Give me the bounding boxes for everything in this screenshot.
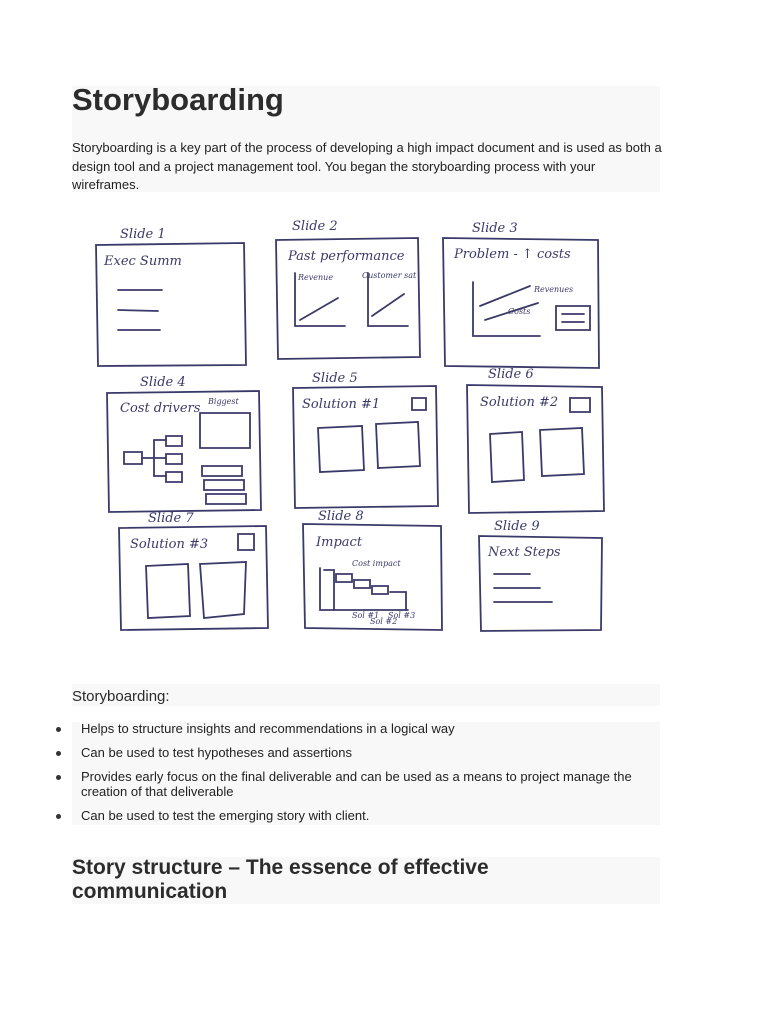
list-item-text: Can be used to test hypotheses and assertions xyxy=(81,745,353,760)
slide-3-note-costs: Costs xyxy=(508,307,531,316)
benefits-list xyxy=(56,722,660,833)
bullet-icon xyxy=(56,727,61,732)
list-item xyxy=(56,722,660,737)
slide-2-note-customer-sat: Customer sat xyxy=(362,271,417,280)
section-heading: Story structure – The essence of effective communication xyxy=(72,856,489,903)
list-item xyxy=(56,746,660,761)
list-item xyxy=(56,809,660,824)
bullet-icon xyxy=(56,751,61,756)
slide-2-heading: Past performance xyxy=(288,249,405,264)
slide-9-label: Slide 9 xyxy=(494,519,540,534)
slide-7-heading: Solution #3 xyxy=(130,537,209,552)
slide-4-label: Slide 4 xyxy=(140,375,186,390)
bullet-icon xyxy=(56,814,61,819)
bullet-icon xyxy=(56,775,61,780)
slide-1-heading: Exec Summ xyxy=(104,254,182,269)
slide-8-note-sol-1: Sol #1 xyxy=(352,611,380,620)
list-item-text: Provides early focus on the final deliverable and can be used as a means to project manage the creation of that deliverable xyxy=(81,769,632,799)
slide-7-label: Slide 7 xyxy=(148,511,194,526)
slide-4-heading: Cost drivers xyxy=(120,401,201,416)
slide-3-heading: Problem - ↑ costs xyxy=(454,247,571,262)
slide-6-heading: Solution #2 xyxy=(480,395,559,410)
list-item-text: Helps to structure insights and recommendations in a logical way xyxy=(81,721,455,736)
slide-8-label: Slide 8 xyxy=(318,509,364,524)
slide-6-label: Slide 6 xyxy=(488,367,534,382)
slide-1-label: Slide 1 xyxy=(120,227,166,242)
slide-8-heading: Impact xyxy=(316,535,363,550)
storyboard-sketch-image xyxy=(90,208,620,638)
list-item-text: Can be used to test the emerging story with client. xyxy=(81,807,370,823)
page-title: Storyboarding xyxy=(72,82,284,117)
slide-9-heading: Next Steps xyxy=(488,545,561,560)
slide-5-label: Slide 5 xyxy=(312,371,358,386)
storyboard-sketch xyxy=(90,208,620,638)
slide-4-note-biggest: Biggest xyxy=(208,397,239,406)
storyboarding-subheading: Storyboarding: xyxy=(72,688,170,705)
list-item xyxy=(56,770,660,799)
slide-2-note-revenue: Revenue xyxy=(298,273,334,282)
slide-3-note-revenues: Revenues xyxy=(534,285,574,294)
slide-3-label: Slide 3 xyxy=(472,221,518,236)
slide-8-note-sol-2: Sol #2 xyxy=(370,617,398,626)
intro-paragraph: Storyboarding is a key part of the process of developing a high impact document and is used as both a design tool and a project management tool. You began the storyboarding process with your wireframes. xyxy=(72,140,662,192)
slide-5-heading: Solution #1 xyxy=(302,397,381,412)
slide-8-note-sol-3: Sol #3 xyxy=(388,611,416,620)
slide-2-label: Slide 2 xyxy=(292,219,338,234)
slide-8-note-cost-impact: Cost impact xyxy=(352,559,401,568)
